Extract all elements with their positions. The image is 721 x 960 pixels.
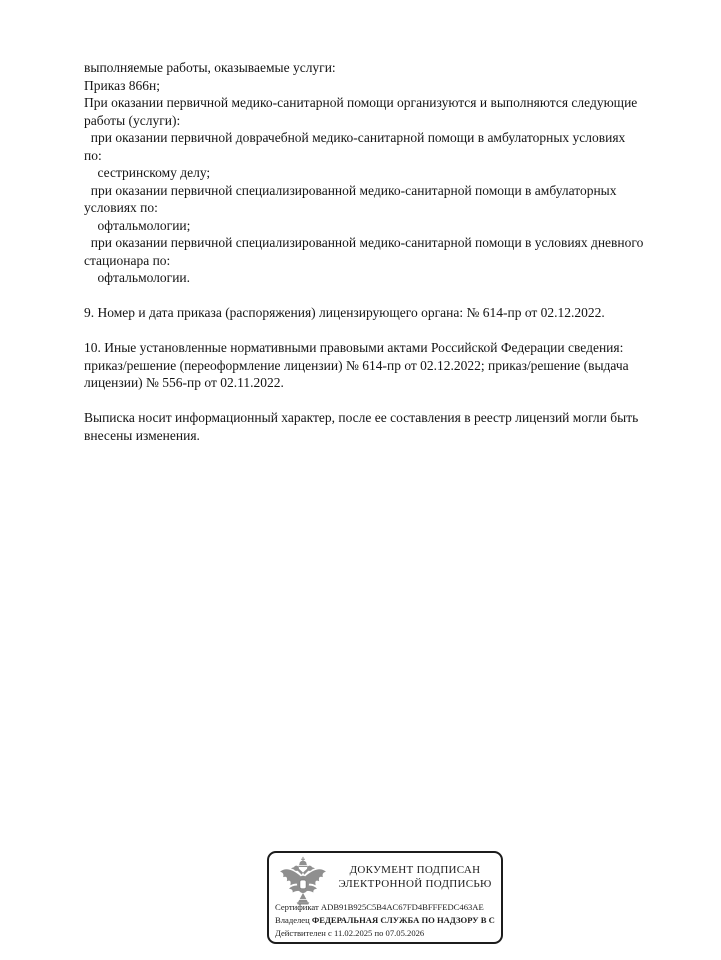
text-line: [84, 392, 684, 410]
text-line: 9. Номер и дата приказа (распоряжения) лицензирующего органа: № 614-пр от 02.12.2022.: [84, 305, 605, 320]
owner-label: Владелец: [275, 915, 310, 925]
certificate-label: Сертификат: [275, 902, 319, 912]
certificate-value: ADB91B925C5B4AC67FD4BFFFEDC463AE: [320, 902, 484, 912]
owner-value: ФЕДЕРАЛЬНАЯ СЛУЖБА ПО НАДЗОРУ В С: [311, 915, 495, 925]
text-line: Выписка носит информационный характер, после ее составления в реестр лицензий могли быть: [84, 410, 639, 425]
text-line: стационара по:: [84, 252, 171, 268]
text-line: Приказ 866н;: [84, 77, 161, 93]
text-line: при оказании первичной доврачебной медико-санитарной помощи в амбулаторных условиях: [84, 130, 626, 145]
owner-line: [275, 914, 501, 927]
document-text: [84, 59, 684, 444]
validity-line: Действителен с 11.02.2025 по 07.05.2026: [275, 928, 425, 938]
text-line: При оказании первичной медико-санитарной помощи организуются и выполняются следующие: [84, 95, 638, 110]
signature-stamp: [267, 851, 503, 944]
text-line: [84, 287, 684, 305]
text-line: сестринскому делу;: [84, 165, 211, 180]
signature-title-line2: ЭЛЕКТРОННОЙ ПОДПИСЬЮ: [338, 877, 492, 890]
text-line: условиях по:: [84, 200, 158, 215]
text-line: внесены изменения.: [84, 427, 200, 443]
signature-title: [331, 864, 499, 891]
text-line: по:: [84, 147, 102, 163]
text-line: при оказании первичной специализированной медико-санитарной помощи в амбулаторных: [84, 182, 617, 198]
text-line: выполняемые работы, оказываемые услуги:: [84, 60, 336, 75]
text-line: лицензии) № 556-пр от 02.11.2022.: [84, 375, 284, 390]
text-line: работы (услуги):: [84, 112, 181, 128]
text-line: при оказании первичной специализированной медико-санитарной помощи в условиях дневного: [84, 235, 644, 250]
signature-details: [275, 901, 501, 940]
text-line: приказ/решение (переоформление лицензии) № 614-пр от 02.12.2022; приказ/решение (выдача: [84, 357, 629, 373]
text-line: [84, 322, 684, 340]
certificate-line: [275, 901, 501, 914]
text-line: офтальмологии.: [84, 270, 191, 285]
signature-title-line1: ДОКУМЕНТ ПОДПИСАН: [349, 864, 481, 876]
text-line: 10. Иные установленные нормативными правовыми актами Российской Федерации сведения:: [84, 340, 624, 355]
text-line: офтальмологии;: [84, 217, 191, 233]
